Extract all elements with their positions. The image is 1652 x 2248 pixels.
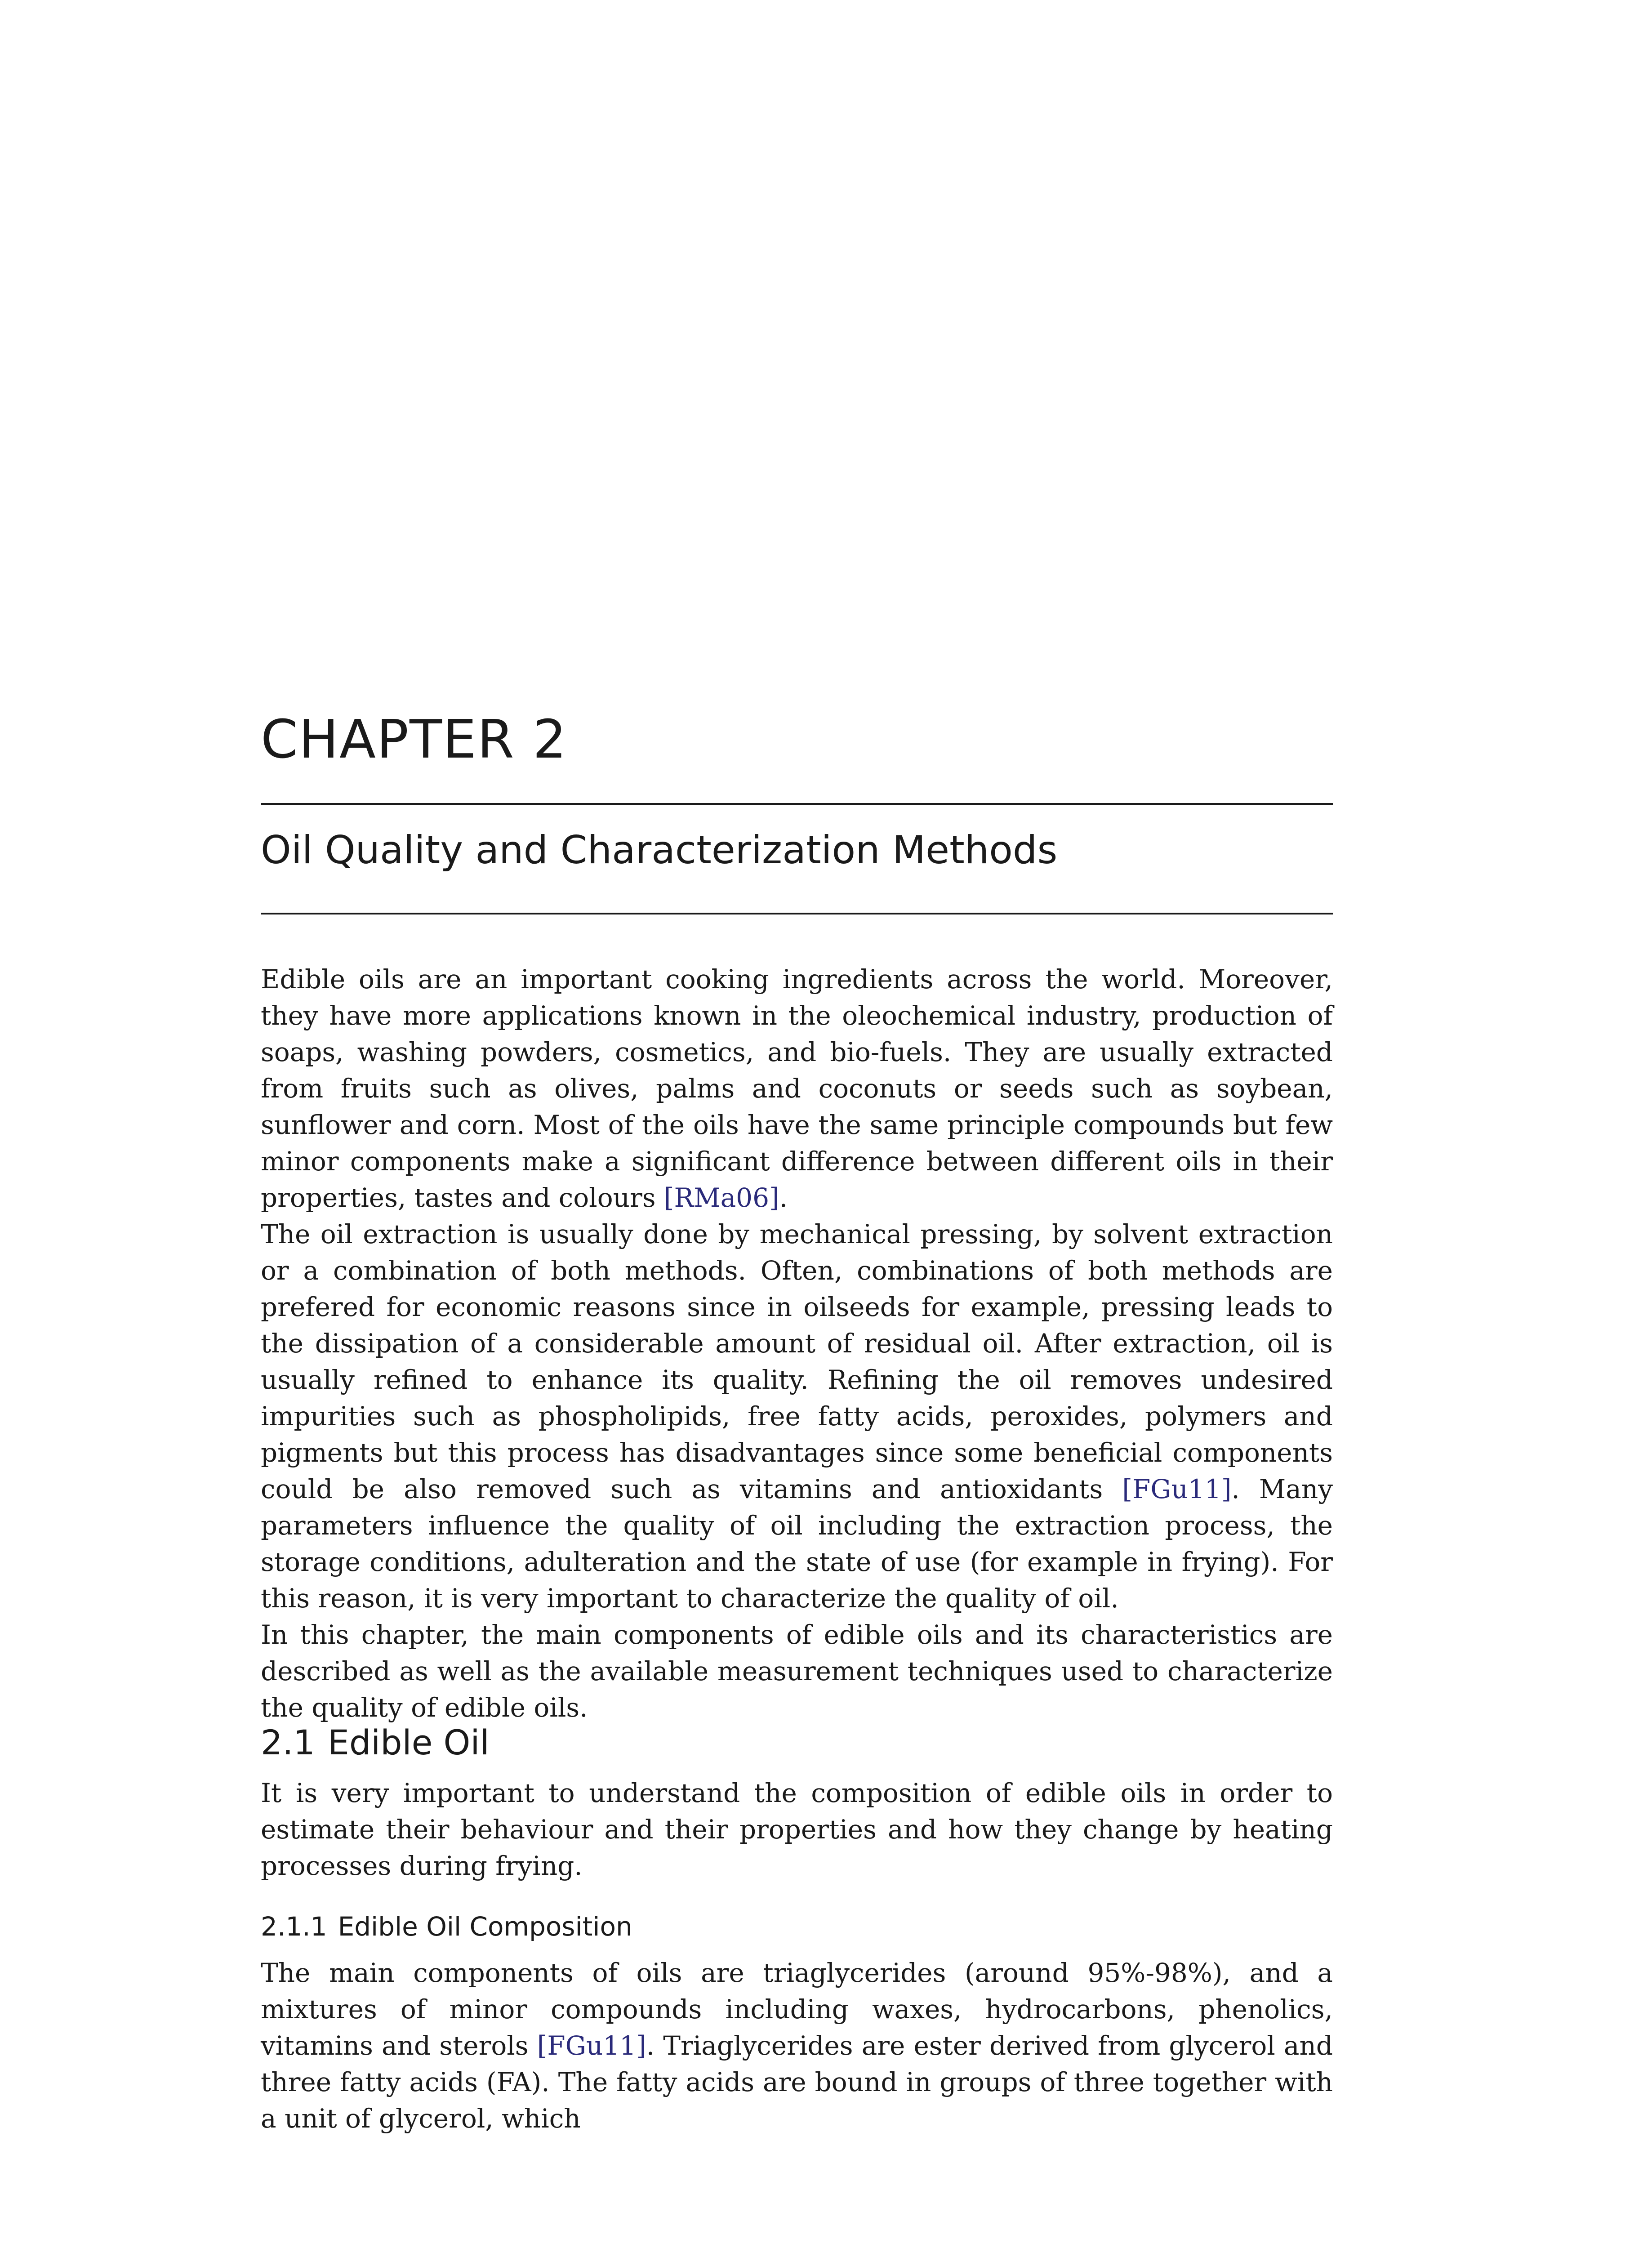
intro-paragraph-1-end: . <box>779 1182 788 1213</box>
intro-paragraph-2-rest: . Many parameters influence the quality of oil including the extraction process, the storage conditions, adulteration and the state of use (for example in frying). For this reason, it is very important to characterize the quality of oil. <box>261 1474 1333 1614</box>
subsection-heading-2-1-1 <box>261 1913 632 1940</box>
intro-text <box>261 961 1333 1726</box>
intro-paragraph-1-text: Edible oils are an important cooking ingredients across the world. Moreover, they have more applications known in the oleochemical industry, production of soaps, washing powders, cosmetics, and bio-fuels. They are usually extracted from fruits such as olives, palms and coconuts or seeds such as soybean, sunflower and corn. Most of the oils have the same principle compounds but few minor components make a significant difference between different oils in their properties, tastes and colours <box>261 964 1333 1213</box>
chapter-rule-top <box>261 803 1333 805</box>
section-2-1-1-text-b: . Triaglycerides are ester derived from glycerol and three fatty acids (FA). The fatty acids are bound in groups of three together with a unit of glycerol, which <box>261 2030 1333 2134</box>
section-2-1-1-text <box>261 1955 1333 2137</box>
section-title: Edible Oil <box>327 1722 490 1762</box>
intro-paragraph-3: In this chapter, the main components of edible oils and its characteristics are described as well as the available measurement techniques used to characterize the quality of edible oils. <box>261 1619 1333 1723</box>
subsection-title: Edible Oil Composition <box>338 1911 632 1942</box>
section-number: 2.1 <box>261 1722 315 1762</box>
chapter-rule-bottom <box>261 913 1333 914</box>
chapter-title: Oil Quality and Characterization Methods <box>261 828 1058 873</box>
section-heading-2-1 <box>261 1722 490 1762</box>
citation-link[interactable]: [FGu11] <box>537 2030 646 2061</box>
section-2-1-paragraph: It is very important to understand the composition of edible oils in order to estimate their behaviour and their properties and how they change by heating processes during frying. <box>261 1778 1333 1881</box>
citation-link[interactable]: [RMa06] <box>663 1182 779 1213</box>
citation-link[interactable]: [FGu11] <box>1122 1474 1232 1504</box>
intro-paragraph-1 <box>261 961 1333 1216</box>
subsection-number: 2.1.1 <box>261 1911 327 1942</box>
section-2-1-1-text-a: The main components of oils are triaglycerides (around 95%-98%), and a mixtures of minor compounds including waxes, hydrocarbons, phenolics, vitamins and sterols <box>261 1958 1333 2061</box>
intro-paragraph-2-text: The oil extraction is usually done by mechanical pressing, by solvent extraction or a combination of both methods. Often, combinations of both methods are prefered for economic reasons since in oilseeds for example, pressing leads to the dissipation of a considerable amount of residual oil. After extraction, oil is usually refined to enhance its quality. Refining the oil removes undesired impurities such as phospholipids, free fatty acids, peroxides, polymers and pigments but this process has disadvantages since some beneficial components could be also removed such as vitamins and antioxidants <box>261 1219 1333 1504</box>
chapter-label: CHAPTER 2 <box>261 708 568 770</box>
intro-paragraph-2 <box>261 1216 1333 1617</box>
section-2-1-1-paragraph <box>261 1955 1333 2137</box>
section-2-1-text <box>261 1775 1333 1884</box>
